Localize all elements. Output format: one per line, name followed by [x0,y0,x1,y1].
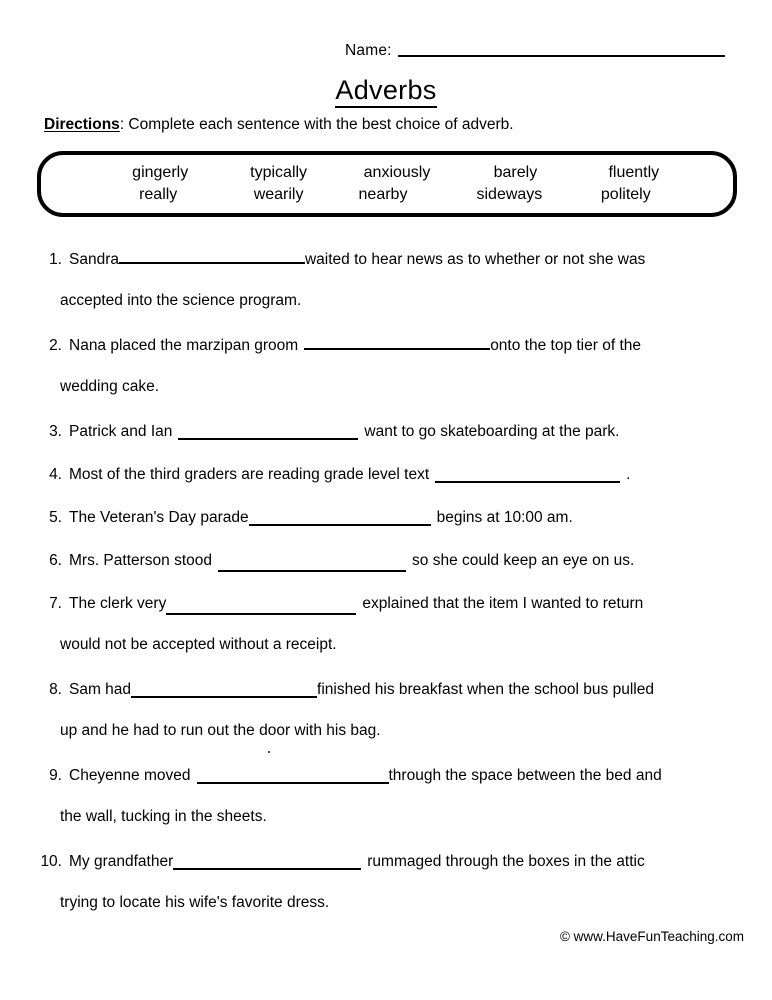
name-field-row [345,42,725,60]
question-number: 9. [49,767,62,784]
question-continuation: wedding cake. [60,378,160,395]
question-number: 5. [49,509,62,526]
word-bank-word: sideways [476,186,543,203]
question-item [32,420,619,442]
answer-blank[interactable] [249,510,431,526]
answer-blank[interactable] [197,768,389,784]
scan-speck [268,751,270,753]
page-title [0,74,772,106]
question-text-before: My grandfather [69,853,174,870]
word-bank-word: gingerly [132,164,189,181]
question-text-before: Mrs. Patterson stood [69,552,213,569]
word-bank [37,151,737,217]
question-text-after: want to go skateboarding at the park. [364,423,620,440]
question-item [32,334,641,356]
word-bank-word: typically [250,164,308,181]
question-text-before: Sam had [69,681,132,698]
question-continuation: would not be accepted without a receipt. [60,636,337,653]
question-continuation: trying to locate his wife's favorite dress. [60,894,330,911]
question-text [69,248,645,270]
question-item [32,549,634,571]
question-text-after: through the space between the bed and [388,767,662,784]
question-text-after: rummaged through the boxes in the attic [367,853,645,870]
question-item [32,248,645,270]
name-write-line[interactable] [398,55,725,57]
question-text [69,764,662,786]
question-item [32,678,654,700]
question-text-after: waited to hear news as to whether or not she was [304,251,646,268]
question-text-after: so she could keep an eye on us. [412,552,635,569]
footer-copyright: © www.HaveFunTeaching.com [559,929,744,944]
word-bank-column [456,162,574,206]
answer-blank[interactable] [178,424,358,440]
answer-blank[interactable] [166,599,356,615]
question-item [32,506,573,528]
question-text-before: Sandra [69,251,119,268]
page-title-text: Adverbs [335,75,436,108]
question-text [69,420,619,442]
question-continuation: up and he had to run out the door with his bag. [60,722,381,739]
question-text-after: finished his breakfast when the school bus pulled [317,681,654,698]
answer-blank[interactable] [435,467,620,483]
word-bank-word: nearby [358,186,408,203]
word-bank-column [101,162,219,206]
question-text [69,592,643,614]
question-continuation: the wall, tucking in the sheets. [60,808,267,825]
question-text [69,463,630,485]
word-bank-word: politely [600,186,651,203]
question-text [69,549,634,571]
question-text-after: . [626,466,631,483]
question-item [32,592,643,614]
question-number: 4. [49,466,62,483]
word-bank-column [575,162,693,206]
question-item [32,764,662,786]
question-number: 8. [49,681,62,698]
word-bank-column [338,162,456,206]
question-text-after: begins at 10:00 am. [436,509,573,526]
question-number: 2. [49,337,62,354]
answer-blank[interactable] [218,556,406,572]
question-item [32,850,645,872]
question-text-after: explained that the item I wanted to return [362,595,644,612]
word-bank-grid [41,162,733,206]
answer-blank[interactable] [119,248,305,264]
question-number: 1. [49,251,62,268]
question-text-before: Most of the third graders are reading grade level text [69,466,430,483]
directions [44,115,514,135]
question-text [69,678,654,700]
word-bank-word: barely [493,164,538,181]
question-item [32,463,630,485]
question-text [69,850,645,872]
word-bank-column [219,162,337,206]
question-number: 7. [49,595,62,612]
question-text [69,334,641,356]
question-number: 6. [49,552,62,569]
question-text-after: onto the top tier of the [490,337,641,354]
question-text-before: The Veteran's Day parade [69,509,249,526]
question-number: 3. [49,423,62,440]
word-bank-word: wearily [253,186,304,203]
answer-blank[interactable] [131,682,317,698]
question-number: 10. [40,853,62,870]
directions-text: : Complete each sentence with the best choice of adverb. [119,116,514,133]
word-bank-word: anxiously [363,164,431,181]
question-text [69,506,573,528]
answer-blank[interactable] [173,854,361,870]
directions-label: Directions [44,116,120,133]
question-text-before: Cheyenne moved [69,767,191,784]
word-bank-word: fluently [608,164,660,181]
question-text-before: Nana placed the marzipan groom [69,337,299,354]
name-label: Name: [345,42,392,59]
question-text-before: Patrick and Ian [69,423,173,440]
question-text-before: The clerk very [69,595,167,612]
word-bank-word: really [139,186,178,203]
question-continuation: accepted into the science program. [60,292,302,309]
answer-blank[interactable] [304,334,490,350]
